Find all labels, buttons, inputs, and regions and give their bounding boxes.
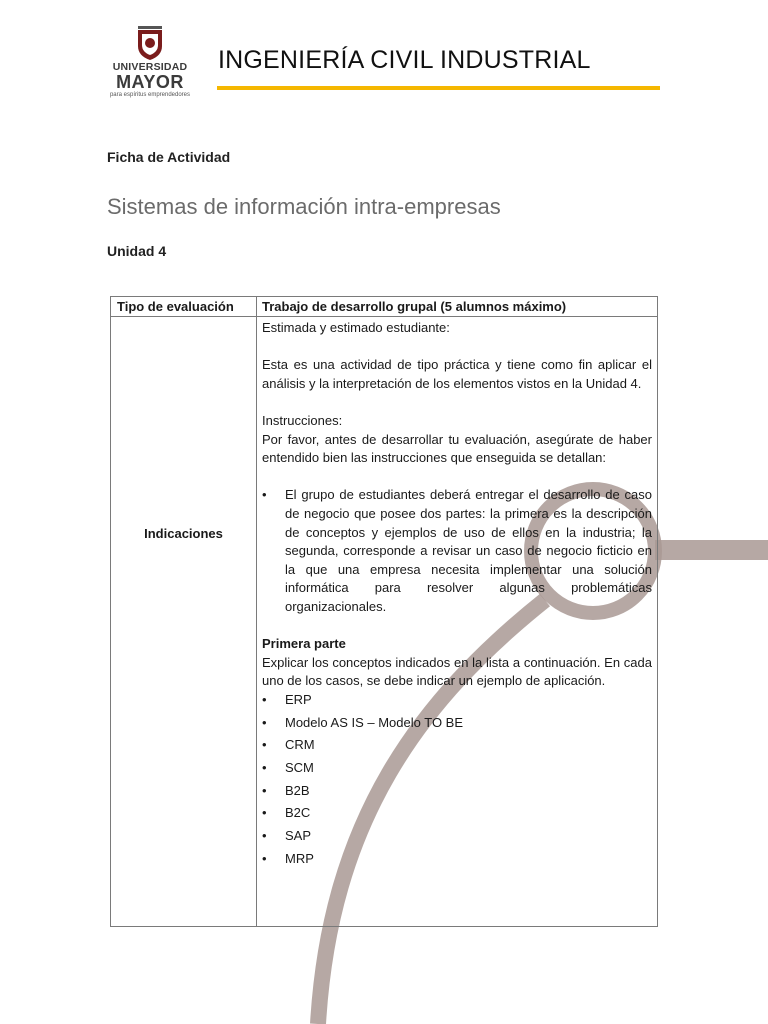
bullet-icon: •: [262, 828, 267, 843]
university-logo: [104, 26, 196, 106]
list-item: • SAP: [262, 827, 652, 850]
part1-title: Primera parte: [262, 636, 346, 652]
table-header-work: Trabajo de desarrollo grupal (5 alumnos máximo): [262, 299, 567, 314]
list-item: • SCM: [262, 759, 652, 782]
bullet-icon: •: [262, 487, 267, 503]
instructions-title: Instrucciones:: [262, 412, 343, 428]
logo-line2: MAYOR: [116, 72, 184, 92]
concept-list: [262, 691, 652, 873]
bullet-icon: •: [262, 805, 267, 821]
logo-line1: UNIVERSIDAD: [112, 61, 188, 73]
list-item: • Modelo AS IS – Modelo TO BE: [262, 714, 652, 737]
main-bullet: [262, 486, 652, 616]
bullet-icon: •: [262, 850, 267, 866]
part1-paragraph: Explicar los conceptos indicados en la lista a continuación. En cada uno de los casos, se debe indicar un ejemplo de aplicación.: [262, 654, 652, 689]
bullet-icon: •: [262, 759, 267, 775]
row-label-indicaciones: Indicaciones: [144, 526, 223, 541]
list-item: • MRP: [262, 850, 652, 873]
activity-table: [110, 296, 658, 927]
intro-paragraph: Esta es una actividad de tipo práctica y tiene como fin aplicar el análisis y la interpretación de los elementos vistos en la Unidad 4.: [262, 357, 652, 391]
bullet-icon: •: [262, 691, 267, 707]
unit-label: Unidad 4: [107, 243, 167, 259]
instructions-paragraph: Por favor, antes de desarrollar tu evaluación, asegúrate de haber entendido bien las instrucciones que enseguida se detallan:: [262, 431, 652, 466]
logo-tagline: para espíritus emprendedores: [109, 92, 191, 98]
doc-type-label: Ficha de Actividad: [107, 149, 231, 165]
page-title: INGENIERÍA CIVIL INDUSTRIAL: [218, 46, 591, 74]
table-header-divider: [111, 316, 657, 317]
indications-content: [262, 319, 652, 872]
subject-title: Sistemas de información intra-empresas: [107, 194, 501, 219]
bullet-icon: •: [262, 737, 267, 753]
main-bullet-text: El grupo de estudiantes deberá entregar el desarrollo de caso de negocio que posee dos partes: la primera es la descripción de conceptos y ejemplos de uso de ellos en la industria; la segunda, corresponde a revisar un caso de negocio ficticio en la que una empresa necesita implementar una solución informática para resolver algunas problemáticas organizacionales.: [285, 487, 652, 614]
greeting-text: Estimada y estimado estudiante:: [262, 320, 450, 335]
table-column-divider: [256, 297, 257, 926]
list-item: • B2B: [262, 782, 652, 805]
table-header-type: Tipo de evaluación: [117, 299, 234, 314]
bullet-icon: •: [262, 714, 267, 730]
shield-crest-icon: [135, 26, 165, 60]
list-item: • CRM: [262, 736, 652, 759]
list-item: • B2C: [262, 804, 652, 827]
header-divider: [217, 86, 660, 90]
bullet-icon: •: [262, 782, 267, 798]
list-item: • ERP: [262, 691, 652, 714]
